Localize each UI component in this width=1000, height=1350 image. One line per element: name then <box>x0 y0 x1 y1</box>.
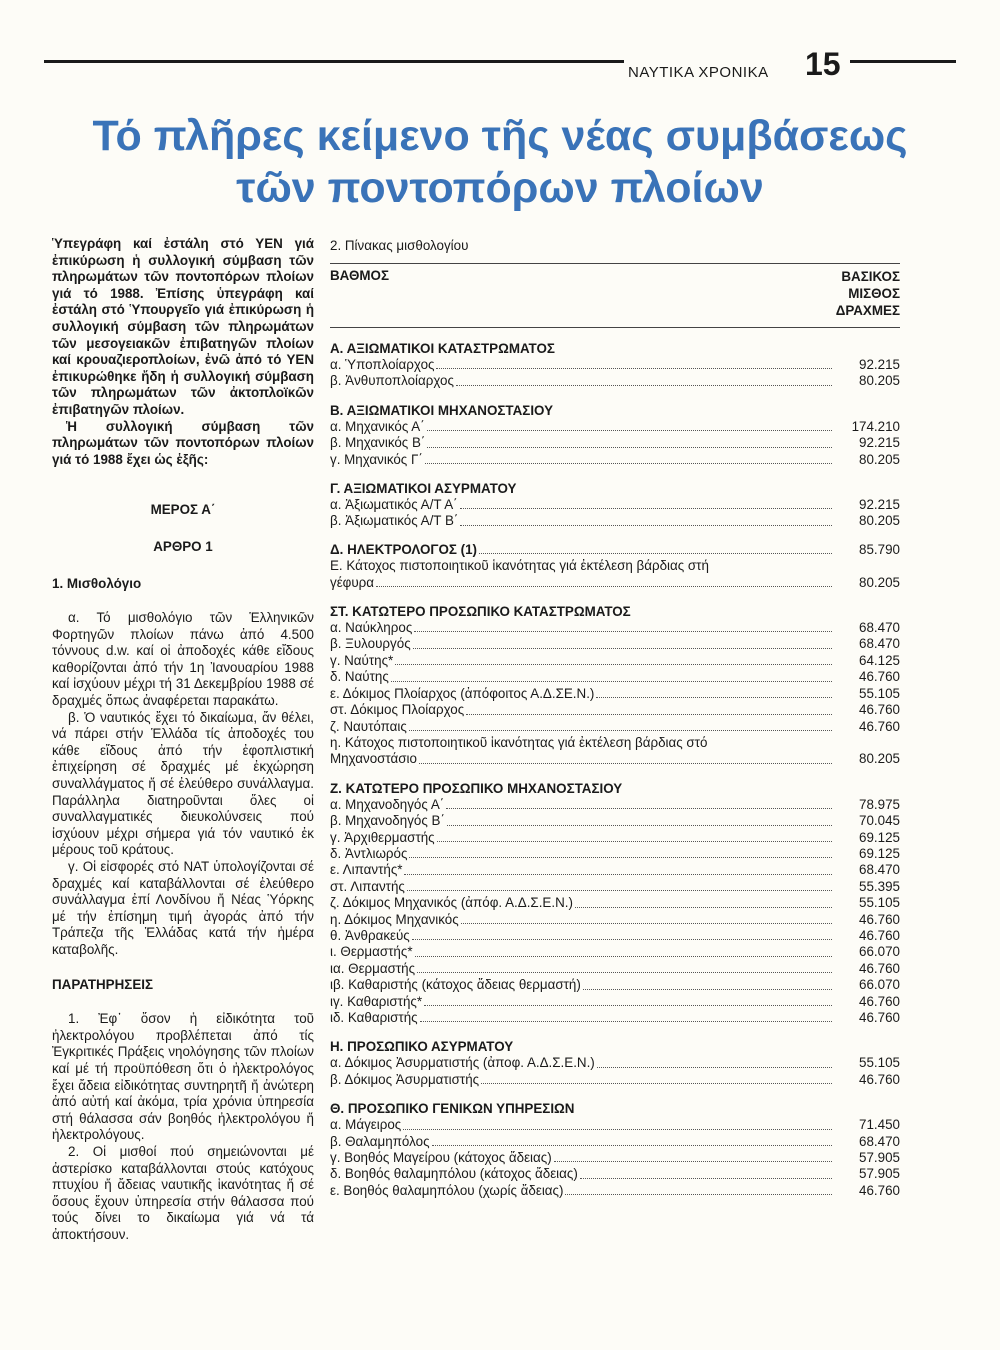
salary-row-label: στ. Δόκιμος Πλοίαρχος <box>330 702 465 718</box>
salary-value: 71.450 <box>859 1117 900 1133</box>
salary-value: 80.205 <box>859 751 900 767</box>
table-row <box>330 928 900 944</box>
dot-leader <box>437 841 832 842</box>
salary-row-label: α. Ὑποπλοίαρχος <box>330 357 435 372</box>
salary-value: 78.975 <box>859 796 900 812</box>
salary-value: 69.125 <box>859 845 900 861</box>
article-title <box>0 110 1000 214</box>
table-row <box>330 653 900 669</box>
table-row <box>330 620 900 636</box>
dot-leader <box>481 1083 832 1084</box>
dot-leader <box>409 730 832 731</box>
column-rank: ΒΑΘΜΟΣ <box>330 268 390 283</box>
column-salary-line-3: ΔΡΑΧΜΕΣ <box>835 303 900 318</box>
table-row <box>330 452 900 468</box>
dot-leader <box>395 664 832 665</box>
remarks-heading: ΠΑΡΑΤΗΡΗΣΕΙΣ <box>52 976 154 992</box>
dot-leader <box>420 1021 832 1022</box>
dot-leader <box>376 586 832 587</box>
dot-leader <box>427 430 832 431</box>
table-row <box>330 1166 900 1182</box>
salary-value: 68.470 <box>859 862 900 878</box>
table-rule <box>330 327 900 328</box>
dot-leader <box>446 808 832 809</box>
paragraph-b: β. Ὁ ναυτικός ἔχει τό δικαίωμα, ἄν θέλει, νά πάρει στήν Ἑλλάδα τίς ἀποδοχές του κάθε εἴδους ἀπό τήν ἐφοπλιστική ἐπιχείρηση σέ δραχμές μέ ἐκχώρηση συναλλάγματος ἤ σέ ἐλεύθερο συνάλλαγμα. Παράλληλα διατηροῦνται ὅλες οἱ συναλλαγματικές διευκολύνσεις πού ἰσχύουν μέχρι σήμερα γιά τόν ναυτικό ἐκ μέρους τοῦ κράτους. <box>52 709 314 858</box>
salary-value: 68.470 <box>859 636 900 652</box>
salary-value: 46.760 <box>859 702 900 718</box>
salary-value: 46.760 <box>859 1071 900 1087</box>
section-heading: 1. Μισθολόγιο <box>52 575 142 591</box>
dot-leader <box>596 697 832 698</box>
dot-leader <box>417 972 832 973</box>
salary-row-label: Μηχανοστάσιο <box>330 751 417 767</box>
dot-leader <box>404 874 832 875</box>
dot-leader <box>424 1005 832 1006</box>
header-rule <box>44 60 624 63</box>
salary-value: 46.760 <box>859 1010 900 1025</box>
table-row <box>330 435 900 451</box>
salary-row-label: η. Δόκιμος Μηχανικός <box>330 911 459 927</box>
column-salary-line-1: ΒΑΣΙΚΟΣ <box>841 269 900 284</box>
section-title: Α. ΑΞΙΩΜΑΤΙΚΟΙ ΚΑΤΑΣΤΡΩΜΑΤΟΣ <box>330 341 555 356</box>
page-number: 15 <box>805 46 841 82</box>
dot-leader <box>554 1161 832 1162</box>
table-row <box>330 813 900 829</box>
salary-row-label: γ. Βοηθός Μαγείρου (κάτοχος ἄδειας) <box>330 1150 552 1166</box>
salary-row-label: ζ. Δόκιμος Μηχανικός (ἀπόφ. Α.Δ.Σ.Ε.Ν.) <box>330 895 573 911</box>
salary-row-label: ιγ. Καθαριστής* <box>330 993 423 1009</box>
table-row <box>330 1117 900 1133</box>
salary-value: 46.760 <box>859 993 900 1009</box>
table-row <box>330 636 900 652</box>
table-row <box>330 961 900 977</box>
salary-row-label: ε. Δόκιμος Πλοίαρχος (ἀπόφοιτος Α.Δ.ΣΕ.Ν.) <box>330 685 595 701</box>
salary-row-label: α. Μηχανοδηγός Α΄ <box>330 796 445 812</box>
salary-row-label: ι. Θερμαστής* <box>330 944 413 960</box>
dot-leader <box>456 385 832 386</box>
dot-leader <box>432 1145 832 1146</box>
salary-row-label: ια. Θερμαστής <box>330 960 416 976</box>
remark-2: 2. Οἱ μισθοί πού σημειώνονται μέ ἀστερίσκο καταβάλλονται στούς κατόχους πτυχίου ἤ ἄδειας ναυτικῆς ἱκανότητας ἤ σέ ὅσους ἔχουν ὑπηρεσία στήν θάλασσα πού τούς δίνει το δικαίωμα γιά νά τά ἀποκτήσουν. <box>52 1143 314 1242</box>
table-row <box>330 994 900 1010</box>
table-row <box>330 669 900 685</box>
section-title: Β. ΑΞΙΩΜΑΤΙΚΟΙ ΜΗΧΑΝΟΣΤΑΣΙΟΥ <box>330 402 554 418</box>
dot-leader <box>413 648 832 649</box>
article-heading: ΑΡΘΡΟ 1 <box>153 538 213 554</box>
salary-value: 46.760 <box>859 718 900 734</box>
table-row <box>330 846 900 862</box>
salary-row-label: α. Μάγειρος <box>330 1117 402 1133</box>
dot-leader <box>479 553 832 554</box>
salary-value: 80.205 <box>859 373 900 389</box>
salary-value: 174.210 <box>851 418 900 434</box>
part-heading: ΜΕΡΟΣ Α΄ <box>150 502 216 518</box>
salary-row-label: β. Δόκιμος Ἀσυρματιστής <box>330 1071 480 1087</box>
salary-row-label: ιδ. Καθαριστής <box>330 1010 418 1025</box>
table-row <box>330 1055 900 1071</box>
table-row <box>330 575 900 591</box>
salary-row-label: γέφυρα <box>330 574 375 590</box>
dot-leader <box>414 631 832 632</box>
salary-value: 46.760 <box>859 911 900 927</box>
table-row <box>330 419 900 435</box>
section-title: Ζ. ΚΑΤΩΤΕΡΟ ΠΡΟΣΩΠΙΚΟ ΜΗΧΑΝΟΣΤΑΣΙΟΥ <box>330 780 623 796</box>
table-row <box>330 895 900 911</box>
table-row <box>330 497 900 513</box>
column-salary <box>836 268 900 319</box>
table-row <box>330 830 900 846</box>
dot-leader <box>466 714 832 715</box>
salary-row-label: στ. Λιπαντής <box>330 878 405 894</box>
table-row <box>330 357 900 373</box>
salary-row-label: δ. Βοηθός θαλαμηπόλου (κάτοχος ἄδειας) <box>330 1166 578 1182</box>
dot-leader <box>447 825 832 826</box>
table-row <box>330 702 900 718</box>
table-row <box>330 1150 900 1166</box>
salary-value: 55.105 <box>859 1055 900 1071</box>
salary-row-label: β. Ξυλουργός <box>330 636 411 652</box>
salary-value: 46.760 <box>859 669 900 685</box>
salary-value: 85.790 <box>859 541 900 557</box>
title-line-2: τῶν ποντοπόρων πλοίων <box>236 164 764 212</box>
salary-value: 55.105 <box>859 685 900 701</box>
table-row <box>330 944 900 960</box>
table-header <box>330 264 900 327</box>
dot-leader <box>580 1178 832 1179</box>
dot-leader <box>409 857 832 858</box>
table-row <box>330 373 900 389</box>
dot-leader <box>583 989 832 990</box>
section-title: Γ. ΑΞΙΩΜΑΤΙΚΟΙ ΑΣΥΡΜΑΤΟΥ <box>330 481 517 497</box>
salary-row-label: β. Ἀνθυποπλοίαρχος <box>330 373 454 389</box>
table-row <box>330 977 900 993</box>
column-salary-line-2: ΜΙΣΘΟΣ <box>848 286 900 301</box>
dot-leader <box>461 923 832 924</box>
salary-row-label: ε. Βοηθός θαλαμηπόλου (χωρίς ἄδειας) <box>330 1182 564 1198</box>
salary-value: 92.215 <box>859 497 900 513</box>
section-title: ΣΤ. ΚΑΤΩΤΕΡΟ ΠΡΟΣΩΠΙΚΟ ΚΑΤΑΣΤΡΩΜΑΤΟΣ <box>330 604 631 620</box>
table-row <box>330 862 900 878</box>
salary-row-label: δ. Ναύτης <box>330 669 389 685</box>
salary-value: 70.045 <box>859 813 900 829</box>
salary-row-label: Ε. Κάτοχος πιστοποιητικοῦ ἱκανότητας γιά ἐκτέλεση βάρδιας στή <box>330 558 709 574</box>
table-row <box>330 912 900 928</box>
dot-leader <box>597 1067 832 1068</box>
salary-value: 55.395 <box>859 878 900 894</box>
table-row <box>330 686 900 702</box>
salary-value: 57.905 <box>859 1150 900 1166</box>
salary-value: 69.125 <box>859 829 900 845</box>
dot-leader <box>436 368 832 369</box>
salary-row-label: γ. Μηχανικός Γ΄ <box>330 451 423 467</box>
dot-leader <box>415 956 832 957</box>
salary-value: 92.215 <box>859 435 900 451</box>
salary-row-label: γ. Ναύτης* <box>330 652 394 668</box>
salary-row-label: θ. Ἀνθρακεύς <box>330 927 410 943</box>
intro-paragraph: Ὑπεγράφη καί ἐστάλη στό ΥΕΝ γιά ἐπικύρωση ἡ συλλογική σύμβαση τῶν πληρωμάτων τῶν ποντοπόρων πλοίων γιά τό 1988. Ἐπίσης ὑπεγράφη καί ἐστάλη στό Ὑπουργεῖο γιά ἐπικύρωση ἡ συλλογική σύμβαση τῶν πληρωμάτων τῶν μεσογειακῶν ἐπιβατηγῶν πλοίων καί κρουαζιεροπλοίων, ἐνῶ ἀπό τό ΥΕΝ ἐπικυρώθηκε ἤδη ἡ συλλογική σύμβαση τῶν πληρωμάτων τῶν ἀκτοπλοϊκῶν ἐπιβατηγῶν πλοίων. <box>52 236 314 417</box>
salary-value: 80.205 <box>859 451 900 467</box>
table-caption: 2. Πίνακας μισθολογίου <box>330 238 469 253</box>
salary-row-label: β. Μηχανικός Β΄ <box>330 435 426 451</box>
salary-value: 64.125 <box>859 652 900 668</box>
running-head: ΝΑΥΤΙΚΑ ΧΡΟΝΙΚΑ <box>628 64 769 81</box>
salary-value: 66.070 <box>859 977 900 993</box>
salary-value: 66.070 <box>859 944 900 960</box>
salary-row-label: α. Μηχανικός Α΄ <box>330 418 425 434</box>
dot-leader <box>412 939 832 940</box>
dot-leader <box>427 447 832 448</box>
salary-row-label: γ. Ἀρχιθερμαστής <box>330 829 435 845</box>
table-row <box>330 797 900 813</box>
salary-value: 80.205 <box>859 513 900 529</box>
salary-row-label: ζ. Ναυτόπαις <box>330 718 407 734</box>
salary-value: 46.760 <box>859 960 900 976</box>
salary-value: 46.760 <box>859 1182 900 1198</box>
header-rule-right <box>850 60 956 63</box>
table-row <box>330 1134 900 1150</box>
salary-row-label: ε. Λιπαντής* <box>330 862 403 878</box>
table-row <box>330 1183 900 1199</box>
dot-leader <box>403 1129 832 1130</box>
salary-row-label: η. Κάτοχος πιστοποιητικοῦ ἱκανότητας γιά ἐκτέλεση βάρδιας στό <box>330 734 708 750</box>
salary-value: 68.470 <box>859 620 900 636</box>
salary-value: 46.760 <box>859 927 900 943</box>
salary-row-label: ιβ. Καθαριστής (κάτοχος ἄδειας θερμαστή) <box>330 977 581 993</box>
salary-value: 80.205 <box>859 574 900 590</box>
dot-leader <box>460 508 832 509</box>
table-row <box>330 542 900 558</box>
salary-table <box>330 238 900 1199</box>
salary-row-label: β. Μηχανοδηγός Β΄ <box>330 813 445 829</box>
paragraph-c: γ. Οἱ εἰσφορές στό ΝΑΤ ὑπολογίζονται σέ δραχμές καί καταβάλλονται σέ ἐλεύθερο συνάλλαγμα ἐπί Λονδίνου ἤ Νέας Ὑόρκης μέ τήν ἐπίσημη τιμή ἀγοράς ἀπό τήν Τράπεζα τῆς Ἑλλάδας κατά τήν ἡμέρα καταβολῆς. <box>52 859 314 957</box>
dot-leader <box>575 907 832 908</box>
salary-row-label: β. Ἀξιωματικός Α/Τ Β΄ <box>330 513 459 529</box>
title-line-1: Τό πλῆρες κείμενο τῆς νέας συμβάσεως <box>92 112 908 160</box>
dot-leader <box>425 463 832 464</box>
salary-value: 92.215 <box>859 357 900 372</box>
left-column <box>52 236 314 1243</box>
dot-leader <box>565 1194 832 1195</box>
salary-row-label: β. Θαλαμηπόλος <box>330 1133 430 1149</box>
table-row <box>330 513 900 529</box>
table-row <box>330 1072 900 1088</box>
dot-leader <box>460 525 832 526</box>
remark-1: 1. Ἐφ᾽ ὅσον ἡ εἰδικότητα τοῦ ἠλεκτρολόγου προβλέπεται ἀπό τίς Ἐγκριτικές Πράξεις νηολόγησης τῶν πλοίων καί μέ τή προϋπόθεση ὅτι ὁ ἠλεκτρολόγος ἔχει ἄδεια εἰδικότητας συντηρητῆ ἤ ἀνώτερη ἀπό αὐτή καί ἀκόμα, τρία χρόνια ὑπηρεσία στή θάλασσα σάν βοηθός ἠλεκτρολόγου ἤ ἠλεκτρολόγους. <box>52 1011 314 1143</box>
salary-row-label: α. Δόκιμος Ἀσυρματιστής (ἀποφ. Α.Δ.Σ.Ε.Ν.) <box>330 1055 595 1071</box>
dot-leader <box>407 890 832 891</box>
section-title: Θ. ΠΡΟΣΩΠΙΚΟ ΓΕΝΙΚΩΝ ΥΠΗΡΕΣΙΩΝ <box>330 1101 575 1117</box>
salary-row-label: α. Ἀξιωματικός Α/Τ Α΄ <box>330 497 458 513</box>
table-body <box>330 340 900 1199</box>
table-row <box>330 719 900 735</box>
salary-row-label: α. Ναύκληρος <box>330 620 413 636</box>
salary-row-label: δ. Ἀντλιωρός <box>330 845 408 861</box>
salary-value: 55.105 <box>859 895 900 911</box>
table-row <box>330 879 900 895</box>
dot-leader <box>391 681 832 682</box>
salary-row-label: Δ. ΗΛΕΚΤΡΟΛΟΓΟΣ (1) <box>330 541 478 557</box>
salary-value: 68.470 <box>859 1133 900 1149</box>
dot-leader <box>419 763 832 764</box>
section-title: Η. ΠΡΟΣΩΠΙΚΟ ΑΣΥΡΜΑΤΟΥ <box>330 1039 514 1055</box>
paragraph-a: α. Τό μισθολόγιο τῶν Ἑλληνικῶν Φορτηγῶν πλοίων πάνω ἀπό 4.500 τόννους d.w. καί οἱ ἀποδοχές κάθε εἴδους καθορίζονται ἀπό τήν 1η Ἰανουαρίου 1988 καί ἰσχύουν μέχρι τή 31 Δεκεμβρίου 1988 σέ δραχμές ὅπως ἀναφέρεται παρακάτω. <box>52 610 314 709</box>
table-row <box>330 751 900 767</box>
table-row <box>330 1010 900 1026</box>
intro-paragraph-2: Ἡ συλλογική σύμβαση τῶν πληρωμάτων τῶν ποντοπόρων πλοίων γιά τό 1988 ἔχει ὡς ἑξῆς: <box>52 418 314 467</box>
salary-value: 57.905 <box>859 1166 900 1182</box>
